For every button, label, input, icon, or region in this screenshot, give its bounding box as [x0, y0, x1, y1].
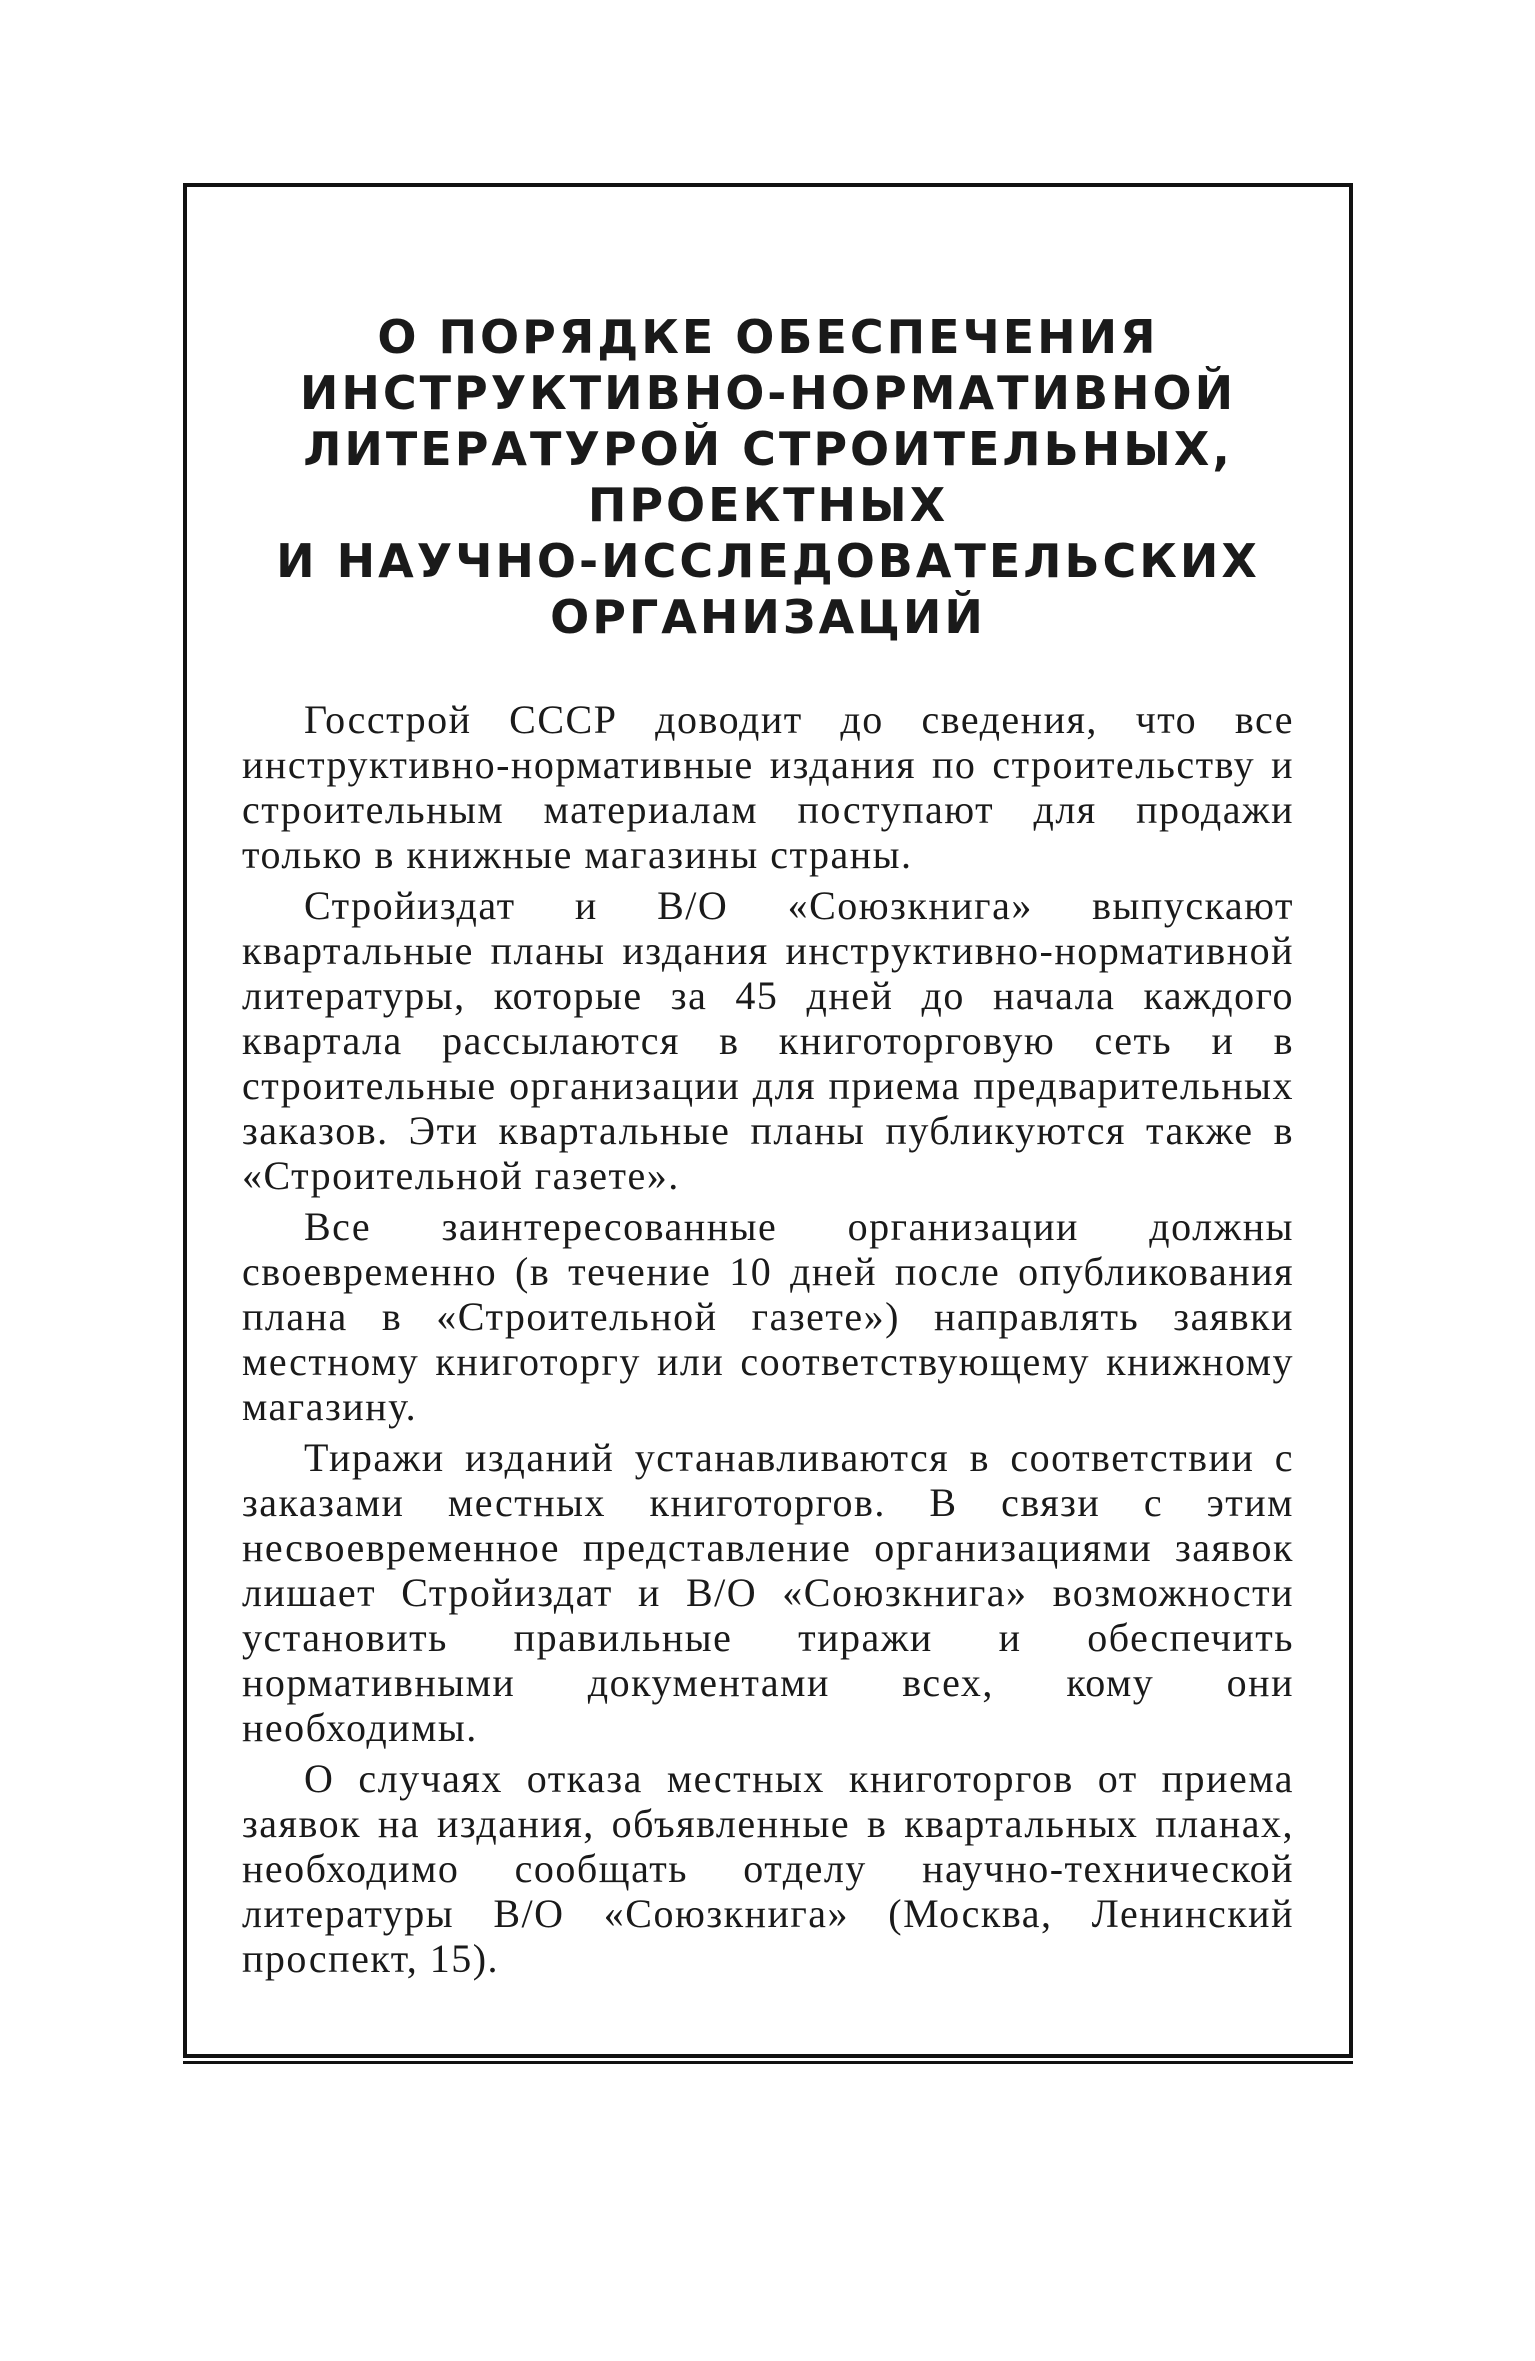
paragraph-orders: Все заинтересованные организации должны своевременно (в течение 10 дней после опубликования плана в «Строительной газете») направлять заявки местному книготоргу или соответствующему книжному магазину. [242, 1204, 1294, 1429]
paragraph-quarterly-plans: Стройиздат и В/О «Союзкнига» выпускают квартальные планы издания инструктивно-нормативной литературы, которые за 45 дней до начала каждого квартала рассылаются в книготорговую сеть и в строительные организации для приема предварительных заказов. Эти квартальные планы публикуются также в «Строительной газете». [242, 883, 1294, 1198]
notice-title [187, 309, 1349, 645]
notice-frame [183, 183, 1353, 2058]
paragraph-print-runs: Тиражи изданий устанавливаются в соответствии с заказами местных книготоргов. В связи с этим несвоевременное представление организациями заявок лишает Стройиздат и В/О «Союзкнига» возможности установить правильные тиражи и обеспечить нормативными документами всех, кому они необходимы. [242, 1435, 1294, 1750]
title-line: ЛИТЕРАТУРОЙ СТРОИТЕЛЬНЫХ, [303, 422, 1233, 476]
title-line: ПРОЕКТНЫХ [587, 478, 949, 532]
title-line: И НАУЧНО-ИССЛЕДОВАТЕЛЬСКИХ [276, 534, 1260, 588]
paragraph-refusals: О случаях отказа местных книготоргов от приема заявок на издания, объявленные в квартальных планах, необходимо сообщать отделу научно-технической литературы В/О «Союзкнига» (Москва, Ленинский проспект, 15). [242, 1756, 1294, 1981]
title-line: ИНСТРУКТИВНО-НОРМАТИВНОЙ [299, 366, 1237, 420]
paragraph-gosstroy: Госстрой СССР доводит до сведения, что все инструктивно-нормативные издания по строительству и строительным материалам поступают для продажи только в книжные магазины страны. [242, 697, 1294, 877]
title-line: О ПОРЯДКЕ ОБЕСПЕЧЕНИЯ [377, 310, 1159, 364]
notice-body [242, 697, 1294, 1987]
title-line: ОРГАНИЗАЦИЙ [550, 590, 986, 644]
